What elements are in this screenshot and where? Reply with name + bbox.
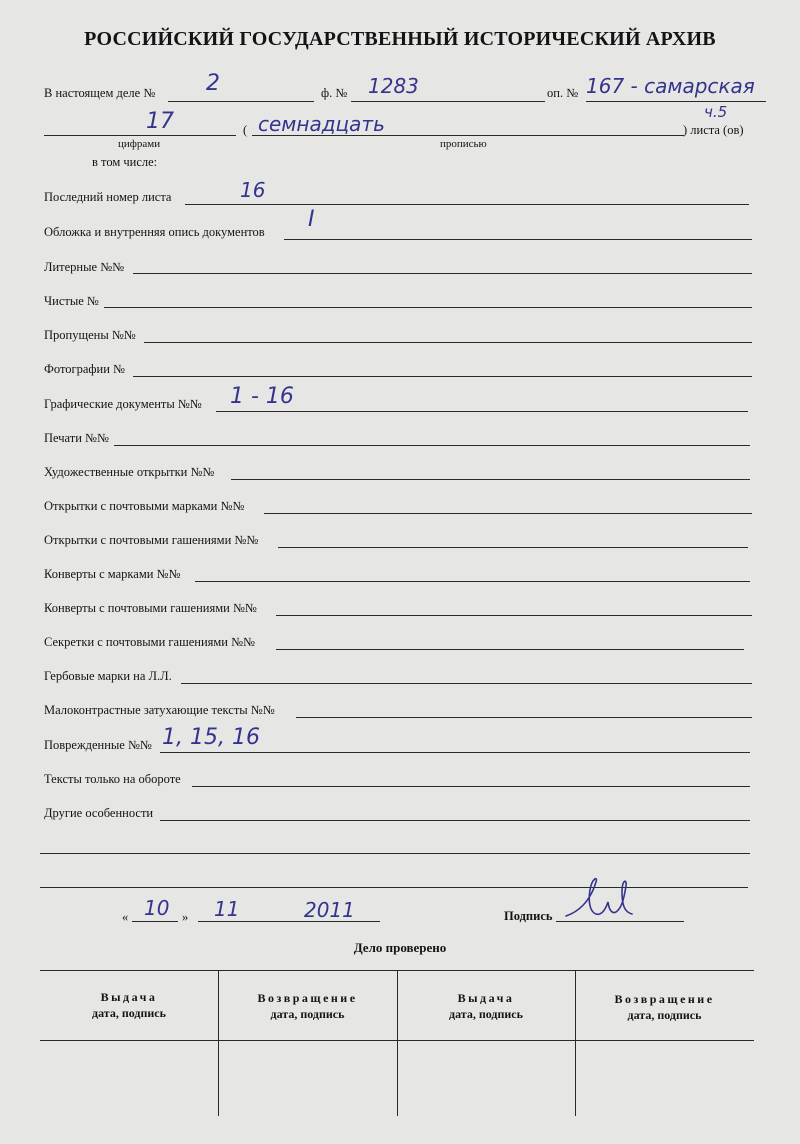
field-cover-line	[284, 239, 752, 240]
date-quote-close: »	[182, 910, 189, 924]
field-other-extra-line	[40, 887, 748, 888]
opis-number-extra: ч.5	[704, 103, 728, 121]
case-number-line	[168, 101, 314, 102]
date-day-value: 10	[144, 896, 170, 920]
field-faded-texts-line	[296, 717, 752, 718]
including-label: в том числе:	[92, 155, 158, 169]
signature-label: Подпись	[504, 909, 553, 923]
field-photos-label: Фотографии №	[44, 362, 125, 376]
field-damaged-value: 1, 15, 16	[162, 725, 260, 750]
words-caption: прописью	[440, 138, 487, 150]
field-art-postcards-line	[231, 479, 750, 480]
column-1-subtitle: дата, подпись	[92, 1006, 166, 1020]
field-seals-label: Печати №№	[44, 431, 109, 445]
field-envelopes-cancel-label: Конверты с почтовыми гашениями №№	[44, 601, 257, 615]
field-seals-line	[114, 445, 750, 446]
field-cover-value: I	[308, 207, 315, 232]
field-blank-line	[104, 307, 752, 308]
date-quote-open: «	[122, 910, 129, 924]
column-2-subtitle: дата, подпись	[270, 1007, 345, 1021]
field-last-sheet-value: 16	[240, 178, 266, 202]
field-skipped-line	[144, 342, 752, 343]
field-last-sheet-line	[185, 204, 749, 205]
column-4-subtitle: дата, подпись	[627, 1008, 702, 1022]
signature-image	[560, 872, 640, 924]
field-cover-label: Обложка и внутренняя опись документов	[44, 225, 265, 239]
field-postcards-cancel-line	[278, 547, 748, 548]
field-last-sheet-label: Последний номер листа	[44, 190, 172, 204]
field-damaged-line	[160, 752, 750, 753]
sheets-label: ) листа (ов)	[683, 123, 744, 137]
case-number-label: В настоящем деле №	[44, 86, 156, 100]
field-skipped-label: Пропущены №№	[44, 328, 136, 342]
field-damaged-label: Поврежденные №№	[44, 738, 152, 752]
field-faded-texts-label: Малоконтрастные затухающие тексты №№	[44, 703, 275, 717]
field-secret-letters-label: Секретки с почтовыми гашениями №№	[44, 635, 255, 649]
field-postcards-stamps-line	[264, 513, 752, 514]
column-3-subtitle: дата, подпись	[449, 1007, 523, 1021]
field-art-postcards-label: Художественные открытки №№	[44, 465, 215, 479]
sheets-digits-value: 17	[146, 109, 174, 134]
column-4-title: Возвращение	[614, 992, 715, 1006]
sheets-digits-line	[44, 135, 236, 136]
column-1-title: Выдача	[100, 990, 158, 1004]
fond-number-label: ф. №	[321, 86, 348, 100]
field-reverse-only-label: Тексты только на обороте	[44, 772, 181, 786]
field-envelopes-cancel-line	[276, 615, 752, 616]
field-reverse-only-line	[192, 786, 750, 787]
field-literal-label: Литерные №№	[44, 260, 125, 274]
column-2-title: Возвращение	[257, 991, 358, 1005]
field-other-label: Другие особенности	[44, 806, 154, 820]
column-3-title: Выдача	[457, 991, 515, 1005]
page-title: РОССИЙСКИЙ ГОСУДАРСТВЕННЫЙ ИСТОРИЧЕСКИЙ АРХИВ	[84, 28, 716, 50]
opis-number-line	[586, 101, 766, 102]
open-paren: (	[243, 123, 248, 137]
field-postcards-stamps-label: Открытки с почтовыми марками №№	[44, 499, 245, 513]
field-other-line	[160, 820, 750, 821]
field-blank-label: Чистые №	[44, 294, 99, 308]
fond-number-line	[351, 101, 545, 102]
sheets-words-value: семнадцать	[258, 112, 385, 136]
field-other-extra-line	[40, 853, 750, 854]
field-graphic-line	[216, 411, 748, 412]
opis-number-label: оп. №	[547, 86, 579, 100]
opis-number-value: 167 - самарская	[586, 74, 755, 98]
field-photos-line	[133, 376, 752, 377]
date-month-value: 11	[214, 897, 240, 921]
case-number-value: 2	[206, 71, 220, 96]
fond-number-value: 1283	[368, 74, 419, 98]
field-literal-line	[133, 273, 752, 274]
field-revenue-stamps-label: Гербовые марки на Л.Л.	[44, 669, 172, 683]
date-day-line	[132, 921, 178, 922]
field-graphic-value: 1 - 16	[230, 384, 294, 409]
digits-caption: цифрами	[118, 138, 161, 150]
field-envelopes-stamps-label: Конверты с марками №№	[44, 567, 181, 581]
field-graphic-label: Графические документы №№	[44, 397, 202, 411]
field-envelopes-stamps-line	[195, 581, 750, 582]
field-revenue-stamps-line	[181, 683, 752, 684]
date-year-value: 2011	[304, 898, 355, 922]
checked-heading: Дело проверено	[353, 940, 447, 955]
field-secret-letters-line	[276, 649, 744, 650]
field-postcards-cancel-label: Открытки с почтовыми гашениями №№	[44, 533, 259, 547]
